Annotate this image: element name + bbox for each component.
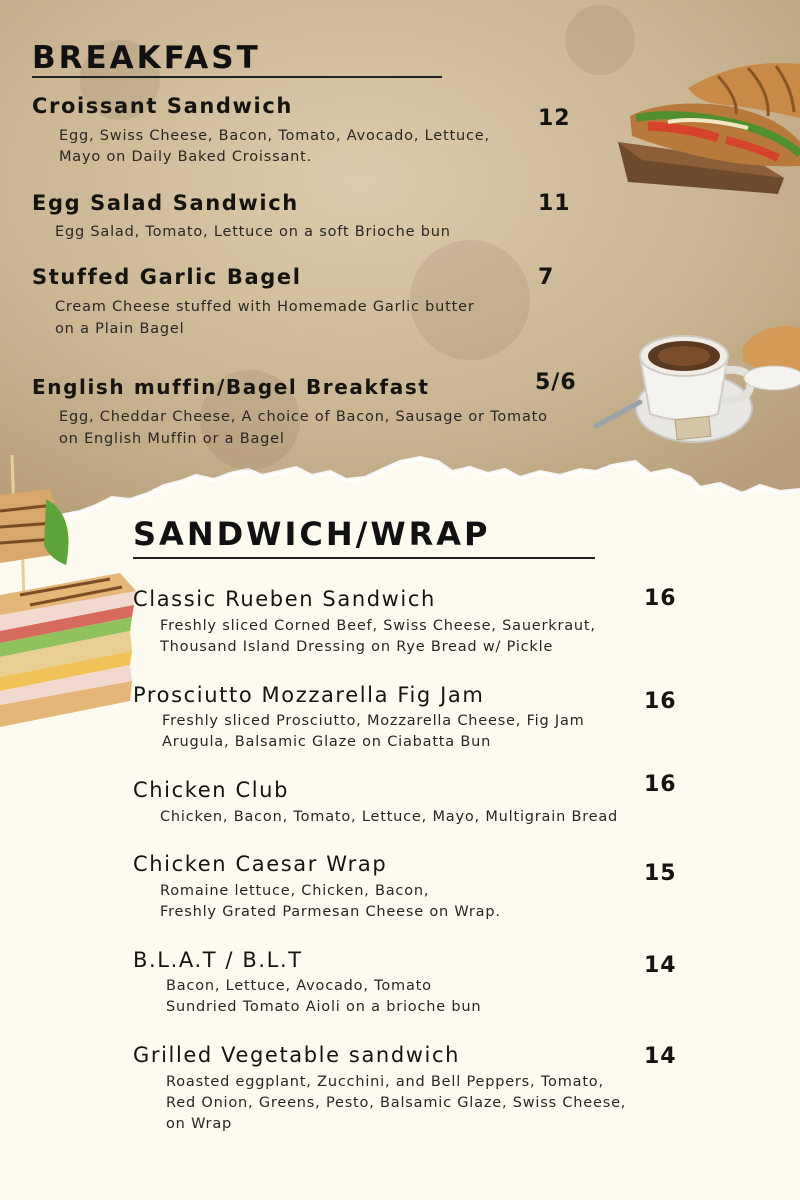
menu-item-price: 5/6 (535, 370, 577, 395)
menu-item-description: Freshly Grated Parmesan Cheese on Wrap. (160, 904, 501, 920)
menu-item-name: Chicken Caesar Wrap (133, 852, 388, 876)
menu-item-description: Roasted eggplant, Zucchini, and Bell Peppers, Tomato, (166, 1074, 604, 1090)
menu-item-description: on a Plain Bagel (55, 321, 185, 337)
menu-item-description: Freshly sliced Prosciutto, Mozzarella Cheese, Fig Jam (162, 713, 585, 729)
menu-item-description: Romaine lettuce, Chicken, Bacon, (160, 883, 430, 899)
menu-item-price: 16 (644, 586, 677, 611)
menu-item-description: Cream Cheese stuffed with Homemade Garlic butter (55, 299, 475, 315)
menu-item-description: Thousand Island Dressing on Rye Bread w/ Pickle (160, 639, 554, 655)
menu-item-description: Bacon, Lettuce, Avocado, Tomato (166, 978, 432, 994)
menu-item-description: Red Onion, Greens, Pesto, Balsamic Glaze, Swiss Cheese, (166, 1095, 627, 1111)
menu-item-name: Stuffed Garlic Bagel (32, 265, 302, 289)
menu-item-description: Chicken, Bacon, Tomato, Lettuce, Mayo, Multigrain Bread (160, 809, 619, 825)
menu-item-description: on Wrap (166, 1116, 233, 1132)
menu-item-price: 14 (644, 953, 677, 978)
coffee-cup-image (594, 322, 800, 450)
menu-item-name: English muffin/Bagel Breakfast (32, 375, 430, 399)
menu-item-price: 15 (644, 861, 677, 886)
sandwich-heading: SANDWICH/WRAP (133, 515, 491, 553)
menu-item-name: Croissant Sandwich (32, 94, 293, 118)
breakfast-heading-rule (32, 76, 442, 78)
menu-item-price: 12 (538, 106, 571, 131)
sandwich-heading-rule (133, 557, 595, 559)
menu-item-description: Sundried Tomato Aioli on a brioche bun (166, 999, 482, 1015)
menu-item-description: Egg, Cheddar Cheese, A choice of Bacon, Sausage or Tomato (59, 409, 548, 425)
club-sandwich-image (0, 455, 150, 740)
menu-item-description: Arugula, Balsamic Glaze on Ciabatta Bun (162, 734, 492, 750)
menu-item-name: Classic Rueben Sandwich (133, 587, 436, 611)
croissant-sandwich-image (608, 58, 800, 200)
menu-item-name: Chicken Club (133, 778, 290, 802)
menu-item-name: B.L.A.T / B.L.T (133, 948, 303, 972)
menu-item-price: 16 (644, 689, 677, 714)
menu-item-description: on English Muffin or a Bagel (59, 431, 285, 447)
menu-item-description: Egg Salad, Tomato, Lettuce on a soft Brioche bun (55, 224, 451, 240)
menu-item-description: Freshly sliced Corned Beef, Swiss Cheese, Sauerkraut, (160, 618, 596, 634)
menu-item-price: 11 (538, 191, 571, 216)
menu-item-name: Prosciutto Mozzarella Fig Jam (133, 683, 485, 707)
menu-item-description: Mayo on Daily Baked Croissant. (59, 149, 313, 165)
menu-item-price: 7 (538, 265, 555, 290)
menu-item-name: Grilled Vegetable sandwich (133, 1043, 461, 1067)
menu-item-price: 14 (644, 1044, 677, 1069)
breakfast-heading: BREAKFAST (32, 40, 261, 76)
menu-item-price: 16 (644, 772, 677, 797)
menu-item-name: Egg Salad Sandwich (32, 191, 299, 215)
menu-item-description: Egg, Swiss Cheese, Bacon, Tomato, Avocado, Lettuce, (59, 128, 490, 144)
